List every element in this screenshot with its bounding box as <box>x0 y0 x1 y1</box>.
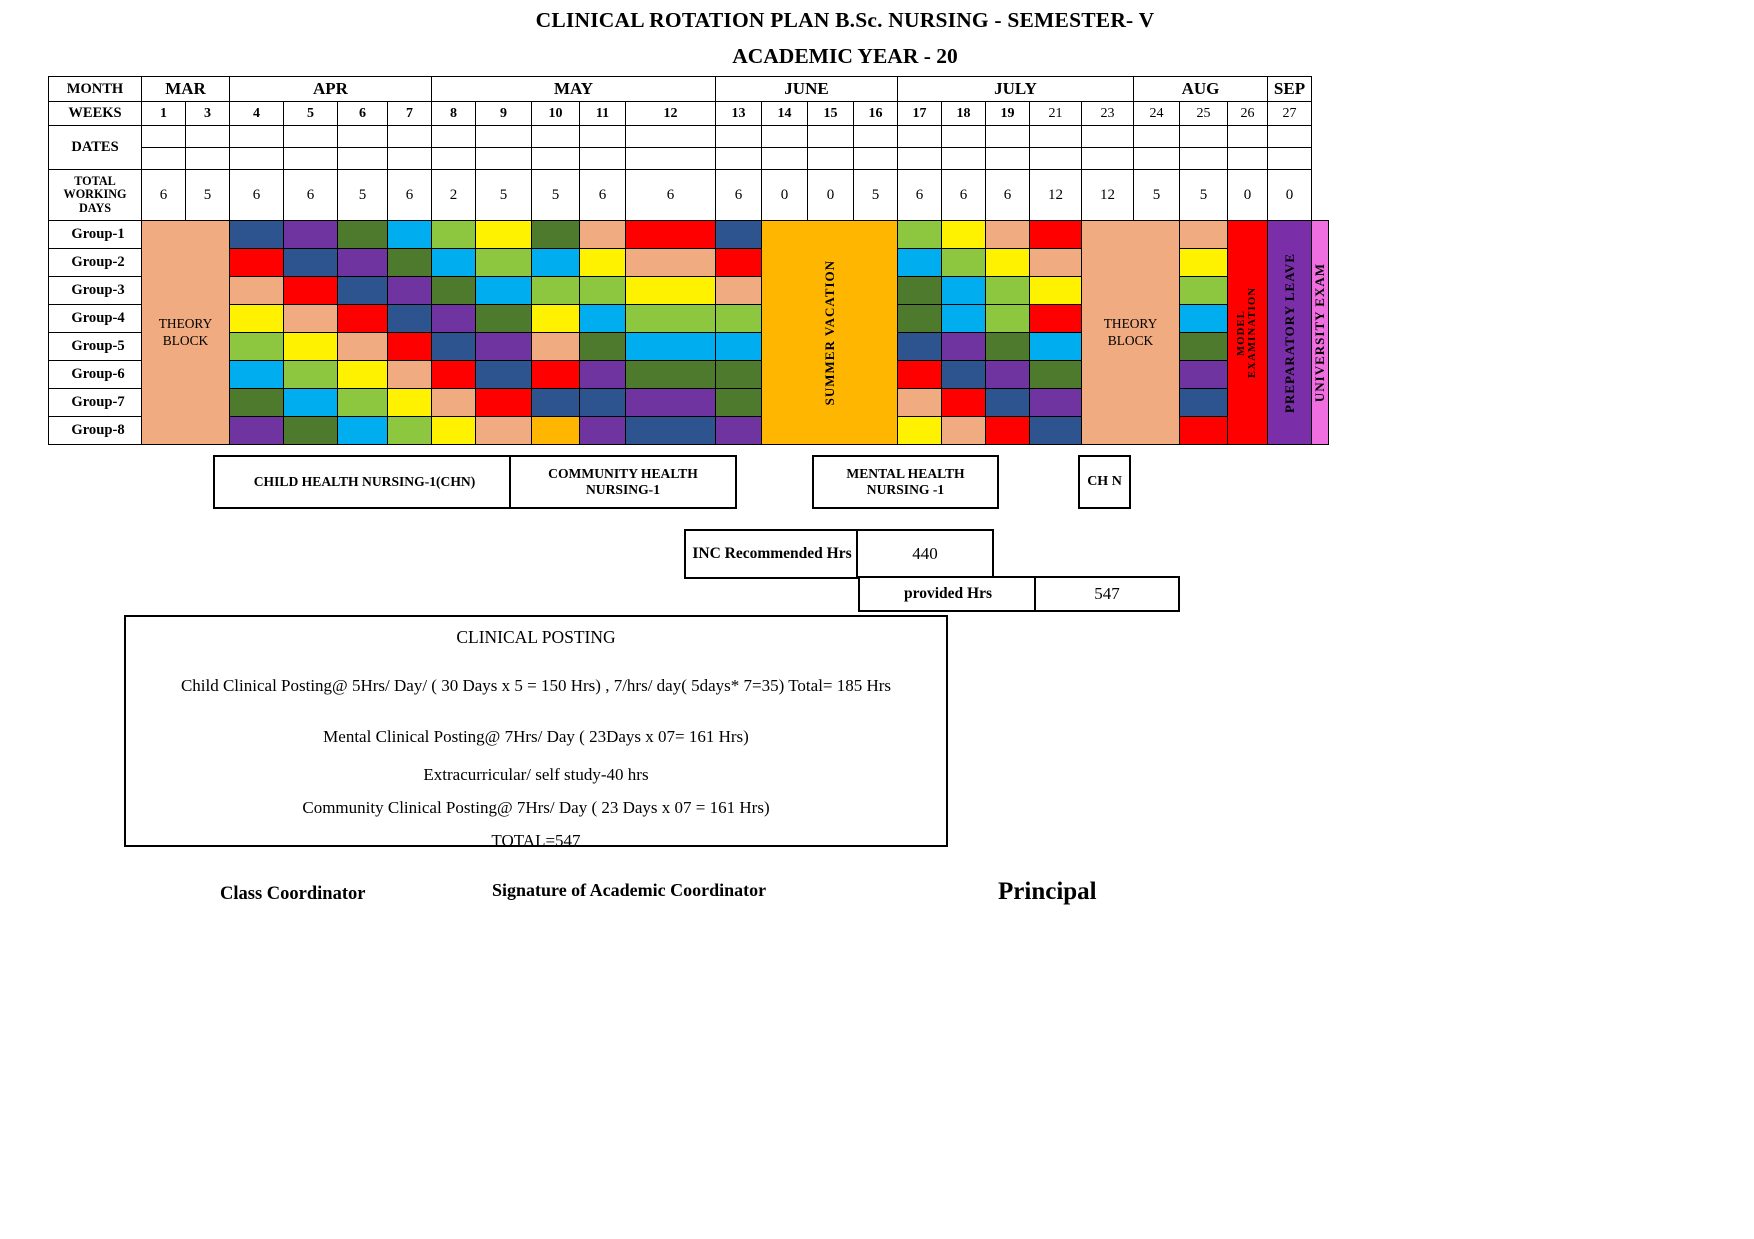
rotation-cell <box>626 361 716 389</box>
rotation-cell <box>1030 249 1082 277</box>
rotation-cell <box>898 417 942 445</box>
rotation-cell <box>1030 417 1082 445</box>
rotation-cell <box>532 221 580 249</box>
provided-hrs-value <box>1034 576 1180 612</box>
row-label-dates: DATES <box>49 126 142 170</box>
week-cell: 5 <box>284 102 338 126</box>
university-exam-block: UNIVERSITY EXAM <box>1312 221 1329 445</box>
rotation-cell <box>230 249 284 277</box>
rotation-cell <box>338 333 388 361</box>
rotation-cell <box>476 361 532 389</box>
rotation-cell <box>986 389 1030 417</box>
clinical-posting-box <box>124 615 948 850</box>
rotation-cell <box>532 333 580 361</box>
rotation-cell <box>532 249 580 277</box>
date-cell[interactable] <box>942 126 986 148</box>
rotation-cell <box>986 305 1030 333</box>
rotation-cell <box>1030 333 1082 361</box>
date-cell[interactable] <box>986 148 1030 170</box>
rotation-cell <box>388 249 432 277</box>
rotation-cell <box>338 249 388 277</box>
rotation-cell <box>580 249 626 277</box>
date-cell[interactable] <box>1134 148 1180 170</box>
model-examination-block: MODEL EXAMINATION <box>1228 221 1268 445</box>
rotation-cell <box>388 277 432 305</box>
working-days-cell: 0 <box>762 170 808 221</box>
date-cell[interactable] <box>388 126 432 148</box>
date-cell[interactable] <box>432 148 476 170</box>
rotation-cell <box>338 361 388 389</box>
date-cell[interactable] <box>432 126 476 148</box>
week-cell: 14 <box>762 102 808 126</box>
rotation-cell <box>626 417 716 445</box>
rotation-cell <box>284 221 338 249</box>
group-label-2: Group-2 <box>49 249 142 277</box>
rotation-cell <box>1180 277 1228 305</box>
week-cell: 3 <box>186 102 230 126</box>
rotation-cell <box>580 277 626 305</box>
date-cell[interactable] <box>762 148 808 170</box>
week-cell: 18 <box>942 102 986 126</box>
provided-value-text: 547 <box>1094 584 1120 603</box>
date-cell[interactable] <box>532 148 580 170</box>
rotation-cell <box>338 277 388 305</box>
rotation-cell <box>284 361 338 389</box>
working-days-cell: 0 <box>1268 170 1312 221</box>
week-cell: 1 <box>142 102 186 126</box>
preparatory-leave-block: PREPARATORY LEAVE <box>1268 221 1312 445</box>
date-cell[interactable] <box>532 126 580 148</box>
week-cell: 9 <box>476 102 532 126</box>
working-days-cell: 6 <box>388 170 432 221</box>
rotation-cell <box>898 389 942 417</box>
date-cell[interactable] <box>388 148 432 170</box>
rotation-cell <box>1030 361 1082 389</box>
date-cell[interactable] <box>186 126 230 148</box>
rotation-cell <box>1030 277 1082 305</box>
week-cell: 26 <box>1228 102 1268 126</box>
rotation-cell <box>942 305 986 333</box>
inc-recommended-label <box>684 529 860 579</box>
total-working-days-row <box>49 170 1329 221</box>
rotation-cell <box>942 417 986 445</box>
working-days-cell: 5 <box>854 170 898 221</box>
date-cell[interactable] <box>898 148 942 170</box>
rotation-cell <box>580 305 626 333</box>
rotation-cell <box>898 305 942 333</box>
rotation-cell <box>986 277 1030 305</box>
rotation-cell <box>580 417 626 445</box>
month-cell-apr: APR <box>230 77 432 102</box>
date-cell[interactable] <box>338 126 388 148</box>
date-cell[interactable] <box>1268 148 1312 170</box>
month-cell-may: MAY <box>432 77 716 102</box>
date-cell[interactable] <box>626 126 716 148</box>
rotation-cell <box>1180 389 1228 417</box>
date-cell[interactable] <box>1268 126 1312 148</box>
working-days-cell: 6 <box>580 170 626 221</box>
week-cell: 25 <box>1180 102 1228 126</box>
rotation-cell <box>942 361 986 389</box>
rotation-cell <box>898 249 942 277</box>
subject-label: CHILD HEALTH NURSING-1(CHN) <box>253 473 476 489</box>
date-cell[interactable] <box>186 148 230 170</box>
rotation-cell <box>230 221 284 249</box>
month-cell-aug: AUG <box>1134 77 1268 102</box>
date-cell[interactable] <box>1228 148 1268 170</box>
rotation-cell <box>716 249 762 277</box>
rotation-table <box>48 76 1329 445</box>
rotation-cell <box>338 389 388 417</box>
rotation-cell <box>388 417 432 445</box>
rotation-cell <box>942 221 986 249</box>
date-cell[interactable] <box>580 126 626 148</box>
rotation-cell <box>898 277 942 305</box>
week-cell: 19 <box>986 102 1030 126</box>
week-cell: 23 <box>1082 102 1134 126</box>
subject-label: CH N <box>1087 473 1122 489</box>
date-cell[interactable] <box>476 126 532 148</box>
inc-value-text: 440 <box>912 544 938 563</box>
rotation-cell <box>716 361 762 389</box>
rotation-cell <box>626 305 716 333</box>
date-cell[interactable] <box>230 126 284 148</box>
date-cell[interactable] <box>716 148 762 170</box>
week-cell: 27 <box>1268 102 1312 126</box>
date-cell[interactable] <box>716 126 762 148</box>
rotation-cell <box>532 417 580 445</box>
rotation-cell <box>338 305 388 333</box>
rotation-cell <box>580 361 626 389</box>
week-cell: 24 <box>1134 102 1180 126</box>
clinical-posting-line-3: Extracurricular/ self study-40 hrs <box>423 765 649 784</box>
rotation-cell <box>1180 333 1228 361</box>
rotation-cell <box>230 361 284 389</box>
rotation-cell <box>284 333 338 361</box>
rotation-cell <box>476 389 532 417</box>
date-cell[interactable] <box>1030 148 1082 170</box>
working-days-cell: 6 <box>716 170 762 221</box>
dates-row-2 <box>49 148 1329 170</box>
group-label-6: Group-6 <box>49 361 142 389</box>
clinical-posting-line-1: Child Clinical Posting@ 5Hrs/ Day/ ( 30 Days x 5 = 150 Hrs) , 7/hrs/ day( 5days* 7=35) Total= 185 Hrs <box>180 676 892 695</box>
working-days-cell: 6 <box>142 170 186 221</box>
rotation-cell <box>284 277 338 305</box>
date-cell[interactable] <box>284 126 338 148</box>
subject-box-mental <box>812 455 999 509</box>
dates-row-1 <box>49 126 1329 148</box>
week-cell: 10 <box>532 102 580 126</box>
working-days-cell: 0 <box>808 170 854 221</box>
rotation-cell <box>230 389 284 417</box>
date-cell[interactable] <box>762 126 808 148</box>
week-cell: 4 <box>230 102 284 126</box>
page-title: CLINICAL ROTATION PLAN B.Sc. NURSING - SEMESTER- V <box>535 8 1155 32</box>
provided-hrs-label <box>858 576 1038 612</box>
rotation-cell <box>476 277 532 305</box>
rotation-cell <box>432 417 476 445</box>
rotation-cell <box>476 417 532 445</box>
clinical-posting-line-2: Mental Clinical Posting@ 7Hrs/ Day ( 23Days x 07= 161 Hrs) <box>323 727 749 746</box>
rotation-cell <box>716 277 762 305</box>
date-cell[interactable] <box>1082 148 1134 170</box>
rotation-cell <box>388 221 432 249</box>
rotation-cell <box>1180 249 1228 277</box>
rotation-cell <box>942 333 986 361</box>
group-label-1: Group-1 <box>49 221 142 249</box>
date-cell[interactable] <box>942 148 986 170</box>
row-label-weeks: WEEKS <box>49 102 142 126</box>
week-cell: 7 <box>388 102 432 126</box>
week-cell: 11 <box>580 102 626 126</box>
row-label-total-working-days: TOTAL WORKING DAYS <box>49 170 142 221</box>
rotation-cell <box>1180 417 1228 445</box>
rotation-cell <box>388 333 432 361</box>
rotation-cell <box>986 249 1030 277</box>
rotation-cell <box>432 333 476 361</box>
rotation-cell <box>284 389 338 417</box>
clinical-posting-line-4: Community Clinical Posting@ 7Hrs/ Day ( 23 Days x 07 = 161 Hrs) <box>302 798 770 817</box>
rotation-cell <box>626 221 716 249</box>
inc-recommended-value <box>856 529 994 579</box>
date-cell[interactable] <box>854 126 898 148</box>
rotation-cell <box>626 249 716 277</box>
date-cell[interactable] <box>808 148 854 170</box>
working-days-cell: 6 <box>898 170 942 221</box>
subject-box-community <box>509 455 737 509</box>
week-cell: 15 <box>808 102 854 126</box>
month-cell-july: JULY <box>898 77 1134 102</box>
rotation-cell <box>580 389 626 417</box>
rotation-cell <box>716 389 762 417</box>
rotation-cell <box>476 333 532 361</box>
working-days-cell: 0 <box>1228 170 1268 221</box>
date-cell[interactable] <box>142 148 186 170</box>
working-days-cell: 12 <box>1030 170 1082 221</box>
rotation-cell <box>626 333 716 361</box>
week-cell: 16 <box>854 102 898 126</box>
inc-label-text: INC Recommended Hrs <box>692 545 852 563</box>
clinical-posting-title: CLINICAL POSTING <box>456 627 616 647</box>
rotation-cell <box>432 361 476 389</box>
month-cell-june: JUNE <box>716 77 898 102</box>
rotation-cell <box>532 277 580 305</box>
rotation-cell <box>716 305 762 333</box>
rotation-cell <box>532 361 580 389</box>
rotation-cell <box>986 417 1030 445</box>
rotation-cell <box>1030 221 1082 249</box>
rotation-cell <box>476 249 532 277</box>
rotation-cell <box>1180 305 1228 333</box>
working-days-cell: 12 <box>1082 170 1134 221</box>
subject-box-chn <box>1078 455 1131 509</box>
working-days-cell: 5 <box>532 170 580 221</box>
rotation-cell <box>986 333 1030 361</box>
working-days-cell: 2 <box>432 170 476 221</box>
rotation-cell <box>432 305 476 333</box>
weeks-row <box>49 102 1329 126</box>
rotation-cell <box>1030 389 1082 417</box>
rotation-cell <box>898 333 942 361</box>
week-cell: 21 <box>1030 102 1082 126</box>
date-cell[interactable] <box>854 148 898 170</box>
date-cell[interactable] <box>1180 126 1228 148</box>
date-cell[interactable] <box>898 126 942 148</box>
date-cell[interactable] <box>230 148 284 170</box>
rotation-cell <box>432 249 476 277</box>
rotation-cell <box>338 417 388 445</box>
week-cell: 17 <box>898 102 942 126</box>
group-label-8: Group-8 <box>49 417 142 445</box>
date-cell[interactable] <box>1134 126 1180 148</box>
rotation-cell <box>986 361 1030 389</box>
rotation-cell <box>230 305 284 333</box>
subject-box-child <box>213 455 516 509</box>
date-cell[interactable] <box>808 126 854 148</box>
rotation-cell <box>942 249 986 277</box>
signature-academic-coordinator: Signature of Academic Coordinator <box>492 880 767 900</box>
rotation-cell <box>230 277 284 305</box>
date-cell[interactable] <box>338 148 388 170</box>
group-label-7: Group-7 <box>49 389 142 417</box>
rotation-cell <box>532 389 580 417</box>
rotation-cell <box>284 417 338 445</box>
rotation-cell <box>230 417 284 445</box>
date-cell[interactable] <box>476 148 532 170</box>
rotation-cell <box>716 333 762 361</box>
date-cell[interactable] <box>626 148 716 170</box>
rotation-cell <box>580 221 626 249</box>
rotation-cell <box>284 305 338 333</box>
working-days-cell: 6 <box>942 170 986 221</box>
rotation-cell <box>388 389 432 417</box>
rotation-cell <box>1180 361 1228 389</box>
rotation-cell <box>338 221 388 249</box>
theory-block-left: THEORY BLOCK <box>142 221 230 445</box>
working-days-cell: 5 <box>476 170 532 221</box>
date-cell[interactable] <box>284 148 338 170</box>
rotation-cell <box>1030 305 1082 333</box>
date-cell[interactable] <box>1030 126 1082 148</box>
theory-block-right: THEORY BLOCK <box>1082 221 1180 445</box>
week-cell: 13 <box>716 102 762 126</box>
rotation-cell <box>898 221 942 249</box>
working-days-cell: 5 <box>186 170 230 221</box>
group-label-5: Group-5 <box>49 333 142 361</box>
week-cell: 8 <box>432 102 476 126</box>
rotation-cell <box>532 305 580 333</box>
week-cell: 12 <box>626 102 716 126</box>
working-days-cell: 6 <box>626 170 716 221</box>
rotation-cell <box>388 305 432 333</box>
signature-principal: Principal <box>998 878 1097 905</box>
working-days-cell: 6 <box>230 170 284 221</box>
week-cell: 6 <box>338 102 388 126</box>
rotation-cell <box>476 221 532 249</box>
row-label-month: MONTH <box>49 77 142 102</box>
rotation-cell <box>432 389 476 417</box>
rotation-grid <box>48 76 1329 445</box>
rotation-cell <box>942 389 986 417</box>
rotation-cell <box>580 333 626 361</box>
rotation-cell <box>1180 221 1228 249</box>
working-days-cell: 5 <box>338 170 388 221</box>
rotation-cell <box>476 305 532 333</box>
date-cell[interactable] <box>1082 126 1134 148</box>
month-row <box>49 77 1329 102</box>
clinical-posting-line-5: TOTAL=547 <box>491 831 581 850</box>
rotation-cell <box>898 361 942 389</box>
rotation-cell <box>388 361 432 389</box>
group-label-3: Group-3 <box>49 277 142 305</box>
working-days-cell: 6 <box>986 170 1030 221</box>
rotation-cell <box>716 417 762 445</box>
provided-label-text: provided Hrs <box>904 585 992 602</box>
date-cell[interactable] <box>142 126 186 148</box>
group-label-4: Group-4 <box>49 305 142 333</box>
rotation-cell <box>284 249 338 277</box>
rotation-cell <box>230 333 284 361</box>
date-cell[interactable] <box>580 148 626 170</box>
month-cell-sep: SEP <box>1268 77 1312 102</box>
working-days-cell: 5 <box>1134 170 1180 221</box>
page-subtitle: ACADEMIC YEAR - 20 <box>732 44 958 68</box>
date-cell[interactable] <box>1228 126 1268 148</box>
month-cell-mar: MAR <box>142 77 230 102</box>
subject-label: COMMUNITY HEALTH NURSING-1 <box>548 465 698 497</box>
rotation-cell <box>432 277 476 305</box>
working-days-cell: 5 <box>1180 170 1228 221</box>
date-cell[interactable] <box>986 126 1030 148</box>
rotation-cell <box>716 221 762 249</box>
rotation-cell <box>432 221 476 249</box>
rotation-cell <box>626 389 716 417</box>
signature-class-coordinator: Class Coordinator <box>220 884 366 904</box>
group-row <box>49 221 1329 249</box>
subject-label: MENTAL HEALTH NURSING -1 <box>846 465 965 497</box>
date-cell[interactable] <box>1180 148 1228 170</box>
rotation-cell <box>626 277 716 305</box>
rotation-cell <box>986 221 1030 249</box>
rotation-cell <box>942 277 986 305</box>
working-days-cell: 6 <box>284 170 338 221</box>
summer-vacation-block: SUMMER VACATION <box>762 221 898 445</box>
